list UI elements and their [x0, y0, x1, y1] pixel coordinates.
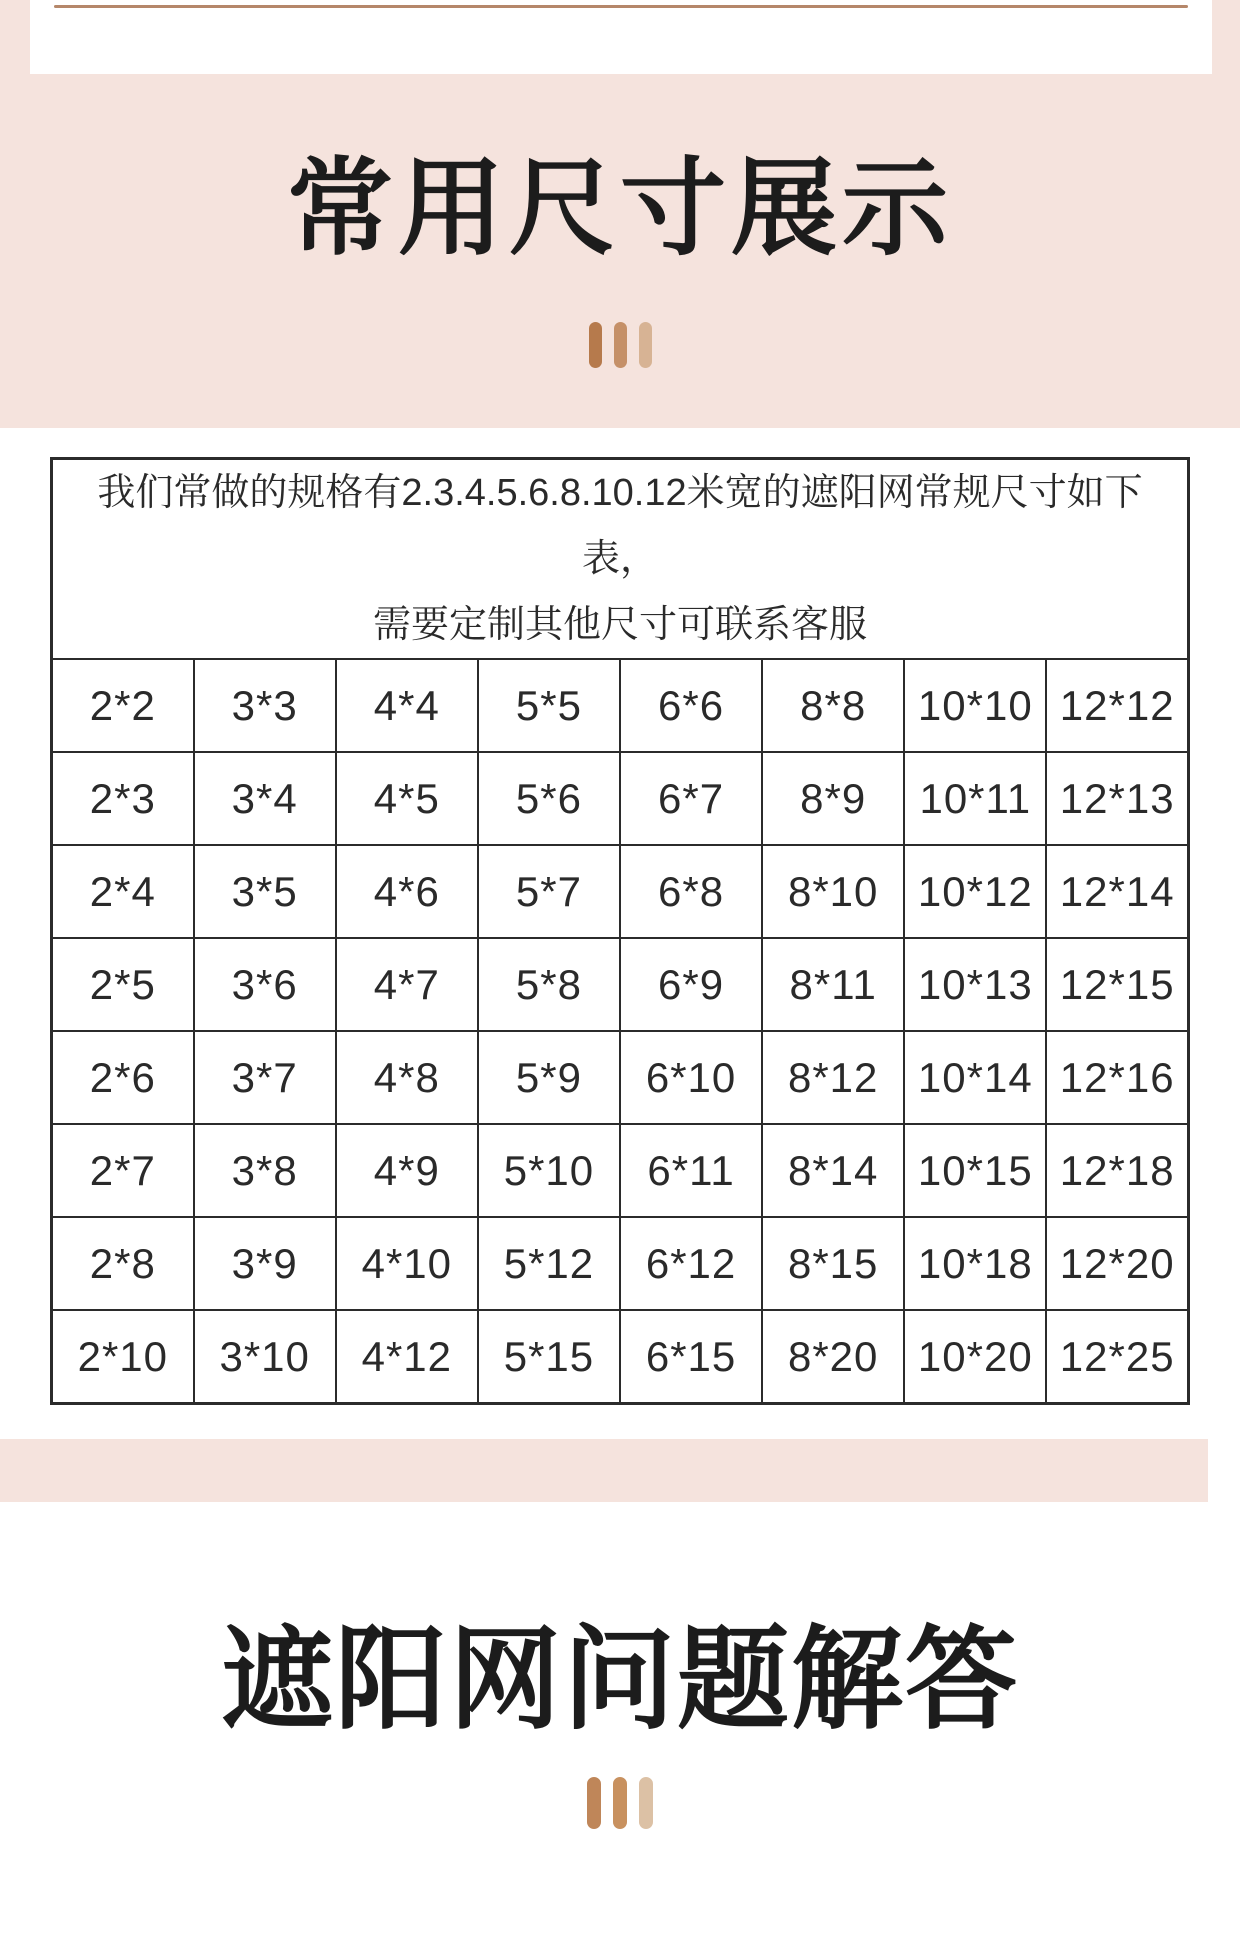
- qa-section: [0, 1502, 1240, 1949]
- size-cell: 5*12: [478, 1217, 620, 1310]
- size-cell: 12*12: [1046, 659, 1188, 752]
- size-cell: 2*7: [52, 1124, 194, 1217]
- size-cell: 2*6: [52, 1031, 194, 1124]
- divider-bar: [639, 322, 652, 368]
- size-cell: 2*3: [52, 752, 194, 845]
- size-cell: 3*10: [194, 1310, 336, 1404]
- size-cell: 2*2: [52, 659, 194, 752]
- size-table-note: [52, 459, 1189, 660]
- size-cell: 5*6: [478, 752, 620, 845]
- size-cell: 8*15: [762, 1217, 904, 1310]
- size-cell: 5*5: [478, 659, 620, 752]
- size-cell: 8*20: [762, 1310, 904, 1404]
- divider-bar: [639, 1777, 653, 1829]
- size-cell: 3*7: [194, 1031, 336, 1124]
- size-cell: 4*9: [336, 1124, 478, 1217]
- size-cell: 6*15: [620, 1310, 762, 1404]
- size-cell: 5*8: [478, 938, 620, 1031]
- size-cell: 6*7: [620, 752, 762, 845]
- divider-bar: [614, 322, 627, 368]
- size-cell: 4*6: [336, 845, 478, 938]
- size-cell: 3*4: [194, 752, 336, 845]
- size-cell: 2*10: [52, 1310, 194, 1404]
- size-cell: 10*10: [904, 659, 1046, 752]
- size-cell: 3*3: [194, 659, 336, 752]
- size-cell: 3*5: [194, 845, 336, 938]
- size-table-row: [52, 659, 1189, 752]
- note-line-2: 需要定制其他尺寸可联系客服: [372, 604, 867, 646]
- size-cell: 8*8: [762, 659, 904, 752]
- size-cell: 3*8: [194, 1124, 336, 1217]
- size-cell: 5*15: [478, 1310, 620, 1404]
- divider-bars: [0, 1777, 1240, 1829]
- qa-title: 遮阳网问题解答: [221, 1617, 1019, 1742]
- size-cell: 4*12: [336, 1310, 478, 1404]
- size-table-row: [52, 1031, 1189, 1124]
- size-cell: 10*13: [904, 938, 1046, 1031]
- common-sizes-section: [0, 0, 1240, 428]
- size-cell: 8*11: [762, 938, 904, 1031]
- size-cell: 2*4: [52, 845, 194, 938]
- size-table-row: [52, 752, 1189, 845]
- size-cell: 5*9: [478, 1031, 620, 1124]
- size-cell: 2*8: [52, 1217, 194, 1310]
- note-line-1: 我们常做的规格有2.3.4.5.6.8.10.12米宽的遮阳网常规尺寸如下表，: [97, 472, 1143, 580]
- size-cell: 10*20: [904, 1310, 1046, 1404]
- size-cell: 3*6: [194, 938, 336, 1031]
- size-cell: 10*11: [904, 752, 1046, 845]
- divider-bars: [0, 322, 1240, 368]
- size-table-row: [52, 1124, 1189, 1217]
- size-cell: 12*15: [1046, 938, 1188, 1031]
- size-cell: 4*7: [336, 938, 478, 1031]
- size-cell: 12*18: [1046, 1124, 1188, 1217]
- size-cell: 6*12: [620, 1217, 762, 1310]
- size-table-row: [52, 845, 1189, 938]
- size-cell: 6*8: [620, 845, 762, 938]
- decorative-rule: [54, 5, 1188, 8]
- size-table-row: [52, 1217, 1189, 1310]
- size-cell: 8*14: [762, 1124, 904, 1217]
- size-table-body: [52, 459, 1189, 1404]
- pink-divider-band: [0, 1439, 1208, 1502]
- size-table: [50, 457, 1190, 1405]
- size-cell: 3*9: [194, 1217, 336, 1310]
- size-cell: 4*8: [336, 1031, 478, 1124]
- common-sizes-title: 常用尺寸展示: [287, 150, 953, 268]
- size-cell: 12*25: [1046, 1310, 1188, 1404]
- size-cell: 12*16: [1046, 1031, 1188, 1124]
- size-cell: 10*15: [904, 1124, 1046, 1217]
- size-cell: 10*12: [904, 845, 1046, 938]
- divider-bar: [613, 1777, 627, 1829]
- size-cell: 10*14: [904, 1031, 1046, 1124]
- size-cell: 2*5: [52, 938, 194, 1031]
- size-cell: 8*9: [762, 752, 904, 845]
- size-cell: 10*18: [904, 1217, 1046, 1310]
- size-table-panel: [0, 457, 1240, 1439]
- size-cell: 4*10: [336, 1217, 478, 1310]
- size-table-note-row: [52, 459, 1189, 660]
- size-cell: 6*9: [620, 938, 762, 1031]
- size-cell: 4*4: [336, 659, 478, 752]
- size-table-row: [52, 1310, 1189, 1404]
- size-cell: 6*6: [620, 659, 762, 752]
- size-cell: 6*11: [620, 1124, 762, 1217]
- size-table-row: [52, 938, 1189, 1031]
- divider-bar: [587, 1777, 601, 1829]
- size-cell: 12*20: [1046, 1217, 1188, 1310]
- divider-bar: [589, 322, 602, 368]
- size-cell: 4*5: [336, 752, 478, 845]
- size-cell: 12*14: [1046, 845, 1188, 938]
- size-cell: 8*10: [762, 845, 904, 938]
- size-cell: 6*10: [620, 1031, 762, 1124]
- size-cell: 5*10: [478, 1124, 620, 1217]
- size-cell: 8*12: [762, 1031, 904, 1124]
- previous-card-footer: [30, 0, 1212, 74]
- size-cell: 5*7: [478, 845, 620, 938]
- size-cell: 12*13: [1046, 752, 1188, 845]
